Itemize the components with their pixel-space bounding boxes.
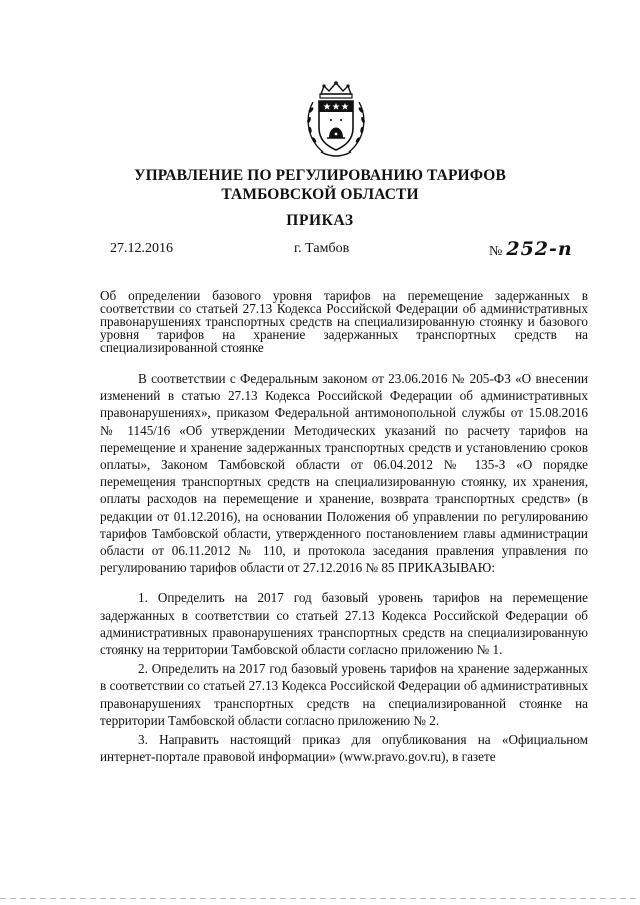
scan-edge-divider bbox=[0, 898, 640, 899]
document-type-title: ПРИКАЗ bbox=[286, 212, 354, 229]
number-sign: № bbox=[489, 244, 503, 259]
organization-name bbox=[0, 166, 640, 204]
coat-of-arms-icon bbox=[301, 80, 371, 160]
document-body bbox=[100, 370, 588, 765]
organization-name-line2: ТАМБОВСКОЙ ОБЛАСТИ bbox=[221, 186, 419, 203]
organization-name-line1: УПРАВЛЕНИЕ ПО РЕГУЛИРОВАНИЮ ТАРИФОВ bbox=[134, 167, 506, 184]
preamble-paragraph: В соответствии с Федеральным законом от 23.06.2016 № 205-ФЗ «О внесении изменений в статью 27.13 Кодекса Российской Федерации об административных правонарушениях», приказом Федеральной антимонопольной службы от 15.08.2016 № 1145/16 «Об утверждении Методических указаний по расчету тарифов на перемещение и хранение задержанных транспортных средств и установлению сроков оплаты», Законом Тамбовской области от 06.04.2012 № 135-З «О порядке перемещения транспортных средств на специализированную стоянку, их хранения, оплаты расходов на перемещение и хранение, возврата транспортных средств» (в редакции от 01.12.2016), на основании Положения об управлении по регулированию тарифов Тамбовской области, утвержденного постановлением главы администрации области от 06.11.2012 № 110, и протокола заседания правления управления по регулированию тарифов области от 27.12.2016 № 85 ПРИКАЗЫВАЮ: bbox=[100, 371, 588, 576]
order-item-3: 3. Направить настоящий приказ для опубликования на «Официальном интернет-портале правовой информации» (www.pravo.gov.ru), в газете bbox=[100, 732, 588, 765]
document-subject: Об определении базового уровня тарифов на перемещение задержанных в соответствии со статьей 27.13 Кодекса Российской Федерации об административных правонарушениях транспортных средств на специализированную стоянку и базового уровня тарифов на хранение задержанных транспортных средств на специализированной стоянке bbox=[100, 288, 588, 355]
document-date: 27.12.2016 bbox=[110, 241, 173, 256]
document-city: г. Тамбов bbox=[294, 241, 350, 256]
order-item-1: 1. Определить на 2017 год базовый уровень тарифов на перемещение задержанных в соответствии со статьей 27.13 Кодекса Российской Федерации об административных правонарушениях транспортных средств на специализированную стоянку на территории Тамбовской области согласно приложению № 1. bbox=[100, 590, 588, 658]
document-number bbox=[489, 240, 573, 261]
order-item-2: 2. Определить на 2017 год базовый уровень тарифов на хранение задержанных в соответствии со статьей 27.13 Кодекса Российской Федерации об административных правонарушениях транспортных средств на специализированной стоянке на территории Тамбовской области согласно приложению № 2. bbox=[100, 661, 588, 728]
handwritten-number: 252-п bbox=[506, 238, 573, 260]
